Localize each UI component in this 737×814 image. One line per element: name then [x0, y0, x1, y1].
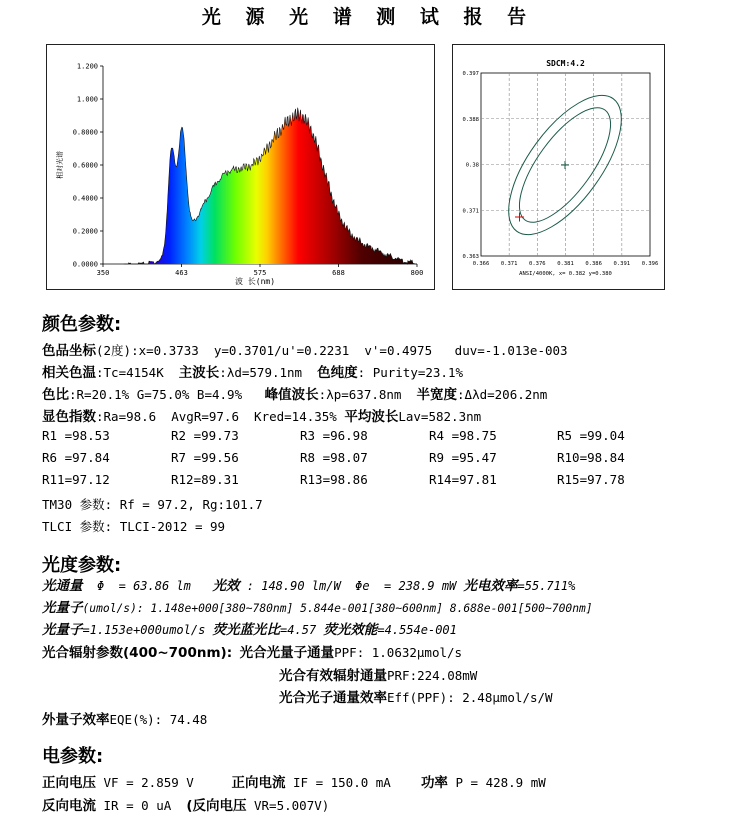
sdcm-chart [453, 45, 664, 289]
x-tick-label: 350 [96, 269, 110, 277]
coord-value: (2度):x=0.3733 y=0.3701/u'=0.2231 v'=0.4975 duv=-1.013e-003 [96, 343, 568, 358]
half-width-label: 半宽度 [416, 387, 458, 403]
r-value-13: R13=98.86 [300, 472, 368, 487]
r-value-6: R6 =97.84 [42, 450, 110, 465]
power-value: P = 428.9 mW [447, 775, 546, 790]
sdcm-x-tick-label: 0.386 [585, 261, 602, 267]
r-value-8: R8 =98.07 [300, 450, 368, 465]
prf-label: 光合有效辐射通量 [279, 668, 387, 684]
sdcm-y-tick-label: 0.388 [462, 116, 479, 123]
tm30-value: : Rf = 97.2, Rg:101.7 [104, 497, 263, 512]
flux-label: 光通量 [42, 578, 83, 594]
sdcm-x-tick-label: 0.371 [500, 261, 518, 267]
x-axis-label: 波 长(nm) [234, 277, 276, 286]
ir-label: 反向电流 [42, 798, 96, 814]
eqe-label: 外量子效率 [42, 712, 110, 728]
sdcm-target-point [561, 161, 569, 169]
prf-value: PRF:224.08mW [387, 668, 478, 683]
ir-line [42, 794, 329, 814]
ratio-label: 色比 [42, 387, 69, 403]
ir-value: IR = 0 uA [96, 798, 187, 813]
peak-wl-label: 峰值波长 [264, 387, 319, 403]
r-value-10: R10=98.84 [557, 450, 625, 465]
pe-label: 光电效率 [463, 578, 518, 594]
quanta2-label: 光量子 [42, 622, 83, 638]
quanta-line [42, 596, 593, 616]
tlci-label: TLCI 参数 [42, 519, 105, 534]
x-tick-label: 463 [175, 269, 188, 277]
quanta2-value: =1.153e+000umol/s [82, 623, 213, 637]
tm30-line [42, 495, 263, 513]
power-label: 功率 [420, 775, 448, 791]
vf-value: VF = 2.859 V [96, 775, 232, 790]
sdcm-y-tick-label: 0.397 [462, 71, 479, 77]
cct-label: 相关色温 [42, 365, 96, 381]
flux-value: Φ = 63.86 lm [82, 579, 213, 593]
dominant-wl-label: 主波长 [178, 365, 220, 381]
vf-line [42, 771, 546, 791]
r-value-3: R3 =96.98 [300, 428, 368, 443]
efficacy-value: : 148.90 lm/W Φe = 238.9 mW [239, 579, 464, 593]
x-tick-label: 688 [332, 269, 345, 277]
y-tick-label: 0.0000 [72, 260, 98, 269]
sdcm-x-tick-label: 0.376 [529, 261, 546, 267]
r-value-5: R5 =99.04 [557, 428, 625, 443]
y-tick-label: 0.8000 [72, 128, 98, 137]
blue-ratio-label: 荧光蓝光比 [212, 622, 281, 638]
r-value-12: R12=89.31 [171, 472, 239, 487]
sdcm-x-tick-label: 0.396 [641, 261, 659, 267]
pe-value: =55.711% [517, 579, 576, 593]
purity-label: 色纯度 [317, 365, 358, 381]
sdcm-y-tick-label: 0.371 [462, 208, 479, 215]
sdcm-y-tick-label: 0.363 [462, 254, 479, 260]
quanta-label: 光量子 [42, 600, 83, 616]
fl-eff-label: 荧光效能 [323, 622, 378, 638]
par-line [42, 641, 462, 661]
eqe-value: EQE(%): 74.48 [109, 712, 208, 727]
half-width-value: :Δλd=206.2nm [457, 387, 548, 402]
sdcm-x-tick-label: 0.391 [613, 261, 631, 267]
eqe-line [42, 708, 207, 728]
ratio-line [42, 383, 547, 403]
tm30-label: TM30 参数 [42, 497, 105, 512]
purity-value: : Purity=23.1% [357, 365, 463, 380]
cri-label: 显色指数 [42, 409, 96, 425]
r-value-14: R14=97.81 [429, 472, 497, 487]
spectrum-chart-panel [46, 44, 435, 290]
sdcm-title: SDCM:4.2 [546, 59, 585, 68]
effp-line [279, 686, 553, 706]
r-value-9: R9 =95.47 [429, 450, 497, 465]
r-value-2: R2 =99.73 [171, 428, 239, 443]
r-value-4: R4 =98.75 [429, 428, 497, 443]
effp-label: 光合光子通量效率 [279, 690, 387, 706]
r-value-15: R15=97.78 [557, 472, 625, 487]
quanta2-line [42, 618, 457, 638]
cri-value: :Ra=98.6 AvgR=97.6 Kred=14.35% [96, 409, 345, 424]
spectrum-chart [47, 45, 434, 289]
y-tick-label: 1.200 [76, 62, 98, 71]
r-value-1: R1 =98.53 [42, 428, 110, 443]
y-tick-label: 0.4000 [72, 194, 98, 203]
fl-eff-value: =4.554e-001 [377, 623, 457, 637]
r-value-11: R11=97.12 [42, 472, 110, 487]
spectrum-fill [124, 66, 417, 264]
y-axis-label: 相对光谱 [56, 151, 64, 179]
y-tick-label: 0.6000 [72, 161, 98, 170]
avg-wl-value: Lav=582.3nm [398, 409, 482, 424]
flux-line [42, 574, 575, 594]
tlci-line [42, 517, 225, 535]
avg-wl-label: 平均波长 [344, 409, 399, 425]
vr-label: (反向电压 [186, 798, 247, 814]
color-params-heading: 颜色参数: [42, 314, 122, 335]
cct-value: :Tc=4154K [96, 365, 179, 380]
x-tick-label: 800 [410, 269, 424, 277]
sdcm-x-tick-label: 0.381 [557, 261, 574, 267]
vr-value: VR=5.007V) [246, 798, 330, 813]
ratio-value: :R=20.1% G=75.0% B=4.9% [69, 387, 265, 402]
ppf-value: PPF: 1.0632μmol/s [334, 645, 463, 660]
y-tick-label: 1.000 [76, 95, 98, 104]
sdcm-measured-point [515, 213, 524, 222]
y-tick-label: 0.2000 [72, 227, 98, 236]
electrical-heading: 电参数: [42, 746, 104, 767]
photometric-heading: 光度参数: [42, 555, 122, 576]
par-label: 光合辐射参数(400~700nm): [42, 645, 233, 661]
ppf-label: 光合光量子通量 [239, 645, 335, 661]
prf-line [279, 664, 477, 684]
coord-label: 色品坐标 [42, 343, 96, 359]
sdcm-x-tick-label: 0.366 [472, 261, 490, 267]
if-label: 正向电流 [231, 775, 286, 791]
effp-value: Eff(PPF): 2.48μmol/s/W [387, 690, 553, 705]
cri-line [42, 405, 481, 425]
sdcm-chart-panel [452, 44, 665, 290]
quanta-value: (umol/s): 1.148e+000[380~780nm] 5.844e-001[380~600nm] 8.688e-001[500~700nm] [82, 602, 593, 615]
r-value-7: R7 =99.56 [171, 450, 239, 465]
peak-wl-value: :λp=637.8nm [318, 387, 417, 402]
report-title: 光 源 光 谱 测 试 报 告 [201, 6, 536, 28]
x-tick-label: 575 [253, 269, 267, 277]
cct-line [42, 361, 463, 381]
chromaticity-line [42, 339, 568, 359]
efficacy-label: 光效 [212, 578, 240, 594]
sdcm-y-tick-label: 0.38 [465, 162, 479, 169]
vf-label: 正向电压 [42, 775, 96, 791]
dominant-wl-value: :λd=579.1nm [219, 365, 318, 380]
if-value: IF = 150.0 mA [285, 775, 421, 790]
blue-ratio-value: =4.57 [280, 623, 324, 637]
tlci-value: : TLCI-2012 = 99 [104, 519, 226, 534]
sdcm-footer: ANSI/4000K, x= 0.382 y=0.380 [519, 271, 612, 277]
